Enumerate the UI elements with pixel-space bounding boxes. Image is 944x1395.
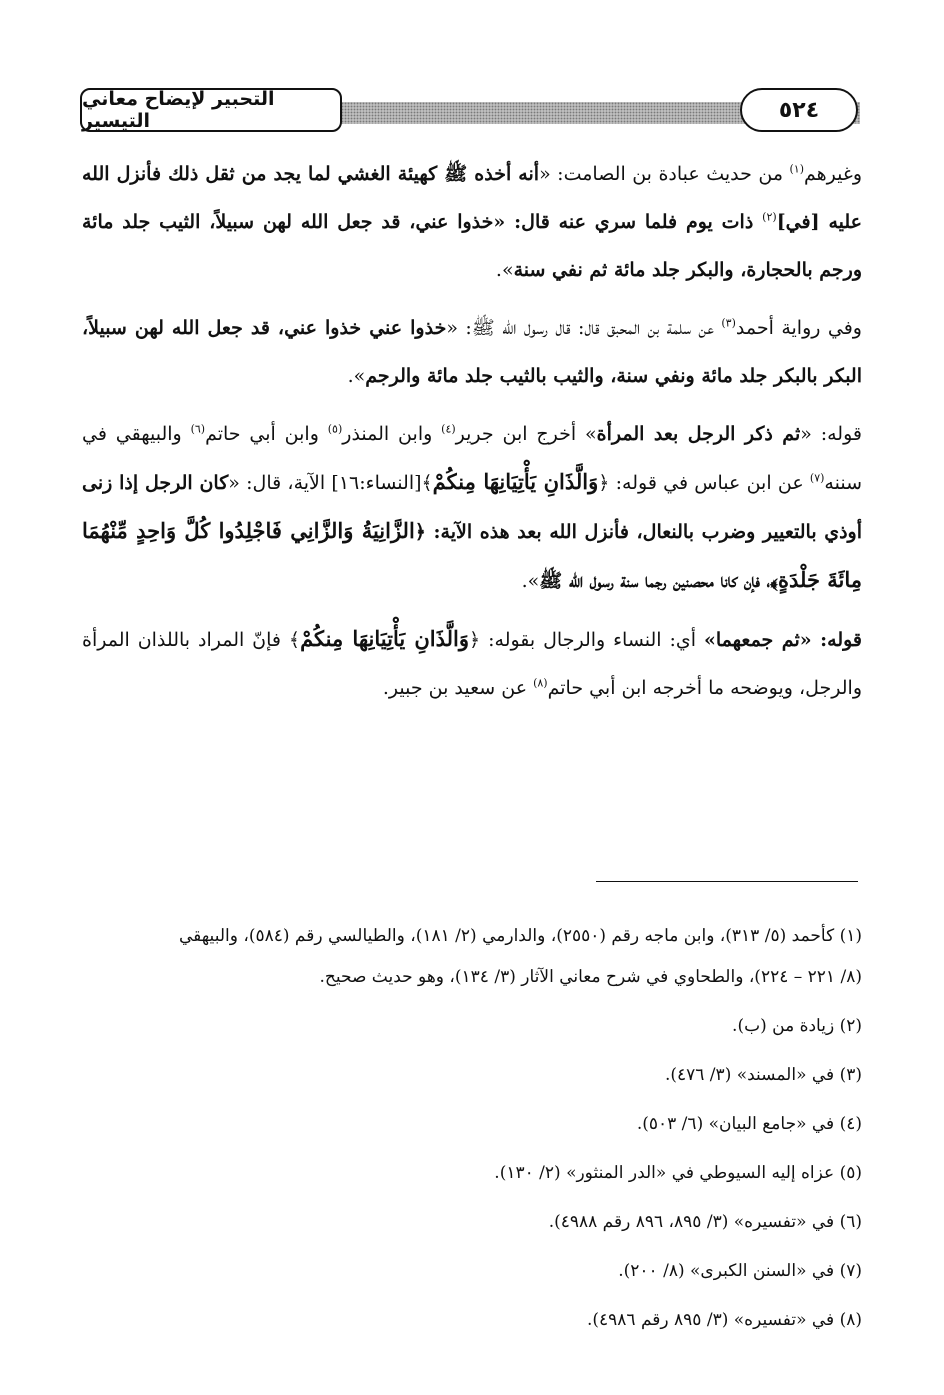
hadith-text: أنه أخذه ﷺ كهيئة الغشي لما يجد من ثقل ذلك فأنزل الله عليه [في] [82, 163, 862, 233]
page-number: ٥٢٤ [740, 88, 858, 132]
footnote-ref: (٦) [190, 422, 206, 436]
footnotes [82, 912, 862, 1345]
footnote-ref: (٥) [327, 422, 343, 436]
paragraph-2 [82, 304, 862, 400]
quran-verse: وَالَّذَانِ يَأْتِيَانِهَا مِنكُمْ [432, 469, 599, 494]
footnote-ref: (١) [789, 162, 805, 176]
footnote-ref: (٨) [533, 676, 548, 690]
text-span: وابن أبي حاتم [205, 423, 328, 445]
paragraph-1 [82, 150, 862, 294]
footnote-5: (٥) عزاه إليه السيوطي في «الدر المنثور» (٢/ ١٣٠). [494, 1163, 862, 1183]
footnote-ref: (٤) [441, 422, 456, 436]
text-span: عن سلمة بن المحبق قال: قال رسول الله ﷺ: « [446, 317, 722, 339]
text-span: ». [347, 365, 366, 387]
footnote-7: (٧) في «السنن الكبرى» (٨/ ٢٠٠). [618, 1261, 862, 1281]
footnote-2: (٢) زيادة من (ب). [732, 1016, 862, 1036]
quoted-phrase: ثم ذكر الرجل بعد المرأة [596, 423, 801, 445]
text-span: قوله: « [800, 423, 862, 445]
text-span: ». [495, 259, 514, 281]
footnote-ref: (٢) [762, 210, 777, 224]
quran-verse: وَالَّذَانِ يَأْتِيَانِهَا مِنكُمْ [300, 626, 470, 651]
quoted-phrase: قوله: «ثم جمعهما» [704, 629, 863, 651]
text-span: عن ابن عباس في قوله: ﴿ [598, 472, 810, 494]
text-span: وفي رواية أحمد [735, 317, 862, 339]
text-span: ﴾[النساء:١٦] الآية، قال: « [228, 472, 433, 494]
paragraph-4 [82, 615, 862, 712]
paragraph-3 [82, 410, 862, 605]
footnote-1: (١) كأحمد (٥/ ٣١٣)، وابن ماجه رقم (٢٥٥٠)، والدارمي (٢/ ١٨١)، والطيالسي رقم (٥٨٤)، والبيهقي [178, 926, 862, 946]
hadith-text: كان الرجل إذا زنى أوذي بالتعيير وضرب بالنعال، فأنزل الله بعد هذه الآية: ﴿ [82, 472, 862, 543]
footnote-ref: (٣) [721, 316, 736, 330]
footnote-3: (٣) في «المسند» (٣/ ٤٧٦). [664, 1065, 862, 1085]
page-header [80, 84, 860, 144]
hadith-text: ذات يوم فلما سري عنه قال: «خذوا عني، قد جعل الله لهن سبيلاً، الثيب جلد مائة ورجم بالحجارة، والبكر جلد مائة ثم نفي سنة [82, 211, 862, 281]
text-span: » أخرج ابن جرير [455, 423, 597, 445]
text-span: والبيهقي في سننه [82, 423, 862, 494]
footnote-8: (٨) في «تفسيره» (٣/ ٨٩٥ رقم ٤٩٨٦). [586, 1310, 862, 1330]
text-span: عن سعيد بن جبير. [382, 677, 534, 699]
text-span: ». [521, 570, 540, 592]
text-span: من حديث عبادة بن الصامت: « [539, 163, 790, 185]
hadith-text: ﴾، فإن كانا محصنين رجما سنة رسول الله ﷺ [539, 570, 778, 592]
book-title: التحبير لإيضاح معاني التيسير [80, 88, 342, 132]
footnote-1-continued: (٨/ ٢٢١ – ٢٢٤)، والطحاوي في شرح معاني الآثار (٣/ ١٣٤)، وهو حديث صحيح. [319, 967, 862, 987]
text-span: ﴾ فإنّ المراد باللذان المرأة والرجل، ويوضحه ما أخرجه ابن أبي حاتم [82, 629, 862, 699]
footnote-ref: (٧) [809, 471, 825, 485]
footnote-separator [596, 881, 858, 882]
text-span: وغيرهم [804, 163, 863, 185]
footnote-4: (٤) في «جامع البيان» (٦/ ٥٠٣). [636, 1114, 862, 1134]
main-text [82, 150, 862, 722]
text-span: أي: النساء والرجال بقوله: ﴿ [469, 629, 704, 651]
text-span: وابن المنذر [342, 423, 442, 445]
quran-verse: الزَّانِيَةُ وَالزَّانِي فَاجْلِدُوا كُلَّ وَاحِدٍ مِّنْهُمَا مِائَةَ جَلْدَةٍ [82, 518, 862, 592]
hadith-text: خذوا عني خذوا عني، قد جعل الله لهن سبيلاً، البكر بالبكر جلد مائة ونفي سنة، والثيب بالثيب جلد مائة والرجم [82, 317, 862, 387]
footnote-6: (٦) في «تفسيره» (٣/ ٨٩٥، ٨٩٦ رقم ٤٩٨٨). [548, 1212, 862, 1232]
